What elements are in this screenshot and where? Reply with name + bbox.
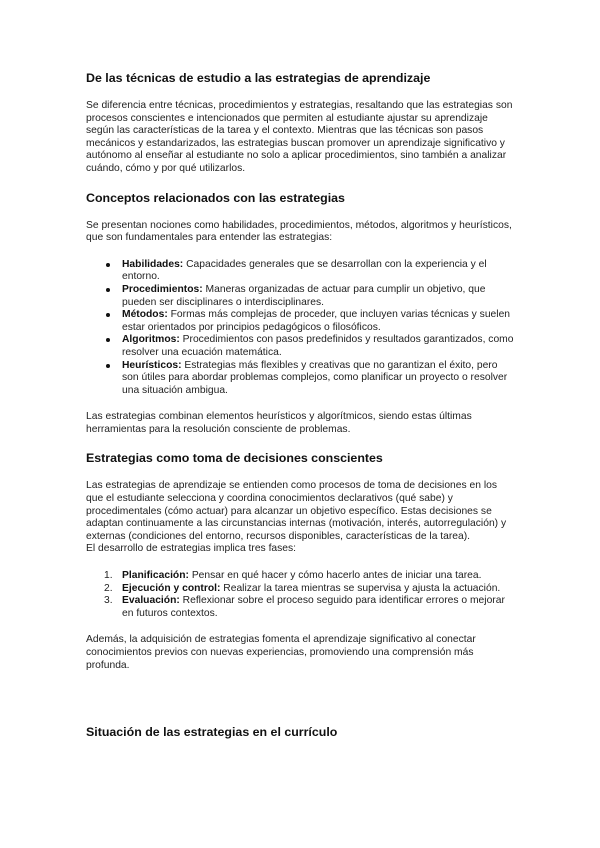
paragraph-decisiones: Las estrategias de aprendizaje se entienden como procesos de toma de decisiones en los que el estudiante selecciona y coordina conocimientos declarativos (qué sabe) y procedimentales (cómo actuar) para alcanzar un objetivo específico. Estas decisiones se adaptan continuamente a las circunstancias internas (motivación, interés, autorregulación) y externas (condiciones del entorno, recursos disponibles, características de la tarea).: [86, 480, 507, 542]
list-item: [86, 309, 516, 334]
list-item: [86, 360, 516, 398]
list-item-number: 3.: [104, 595, 113, 607]
list-item-text: Estrategias más flexibles y creativas que no garantizan el éxito, pero son útiles para abordar problemas complejos, como planificar un proyecto o resolver una situación ambigua.: [122, 359, 508, 396]
list-item: [86, 334, 516, 359]
list-item-term: Planificación:: [122, 570, 189, 582]
list-item: [86, 259, 516, 284]
list-item-term: Métodos:: [122, 309, 168, 321]
list-item: [86, 583, 516, 596]
list-item-term: Ejecución y control:: [122, 582, 221, 594]
paragraph-decisiones-closing: Además, la adquisición de estrategias fomenta el aprendizaje significativo al conectar conocimientos previos con nuevas experiencias, promoviendo una comprensión más profunda.: [86, 634, 476, 671]
paragraph-tecnicas: Se diferencia entre técnicas, procedimientos y estrategias, resaltando que las estrategias son procesos conscientes e intencionados que permiten al estudiante ajustar su aprendizaje según las características de la tarea y el contexto. Mientras que las técnicas son pasos mecánicos y estandarizados, las estrategias buscan promover un aprendizaje significativo y autónomo al enseñar al estudiante no solo a aplicar procedimientos, sino también a analizar cuándo, cómo y por qué utilizarlos.: [86, 100, 513, 174]
list-item-term: Evaluación:: [122, 595, 180, 607]
list-item-text: Realizar la tarea mientras se supervisa y ajusta la actuación.: [220, 582, 501, 594]
list-item-term: Procedimientos:: [122, 283, 203, 295]
paragraph-fases-intro: El desarrollo de estrategias implica tres fases:: [86, 543, 297, 555]
list-item-text: Capacidades generales que se desarrollan con la experiencia y el entorno.: [122, 258, 487, 283]
list-item-text: Pensar en qué hacer y cómo hacerlo antes de iniciar una tarea.: [188, 570, 482, 582]
paragraph-conceptos-closing: Las estrategias combinan elementos heurísticos y algorítmicos, siendo estas últimas herramientas para la resolución consciente de problemas.: [86, 411, 472, 435]
list-item-text: Reflexionar sobre el proceso seguido para identificar errores o mejorar en futuros contextos.: [122, 595, 505, 619]
list-item: [86, 595, 516, 620]
section-heading-decisiones: Estrategias como toma de decisiones conscientes: [86, 451, 383, 466]
section-heading-tecnicas: De las técnicas de estudio a las estrategias de aprendizaje: [86, 71, 431, 85]
concepts-list: [86, 259, 516, 398]
list-item-number: 1.: [104, 570, 113, 582]
list-item-text: Procedimientos con pasos predefinidos y resultados garantizados, como resolver una ecuación matemática.: [122, 334, 514, 358]
list-item-number: 2.: [104, 582, 113, 594]
document-content: [86, 70, 516, 740]
list-item: [86, 284, 516, 309]
list-item-term: Algoritmos:: [122, 334, 180, 346]
section-heading-conceptos: Conceptos relacionados con las estrategias: [86, 190, 345, 205]
list-item-term: Heurísticos:: [122, 359, 182, 371]
phases-list: [86, 570, 516, 620]
paragraph-conceptos-intro: Se presentan nociones como habilidades, procedimientos, métodos, algoritmos y heurísticos, que son fundamentales para entender las estrategias:: [86, 219, 512, 244]
list-item-term: Habilidades:: [122, 258, 184, 270]
list-item-text: Formas más complejas de proceder, que incluyen varias técnicas y suelen estar orientados por principios pedagógicos o filosóficos.: [122, 309, 511, 333]
list-item: [86, 570, 516, 583]
section-heading-curriculo: Situación de las estrategias en el currículo: [86, 725, 338, 740]
list-item-text: Maneras organizadas de actuar para cumplir un objetivo, que pueden ser disciplinares o interdisciplinares.: [122, 283, 486, 308]
